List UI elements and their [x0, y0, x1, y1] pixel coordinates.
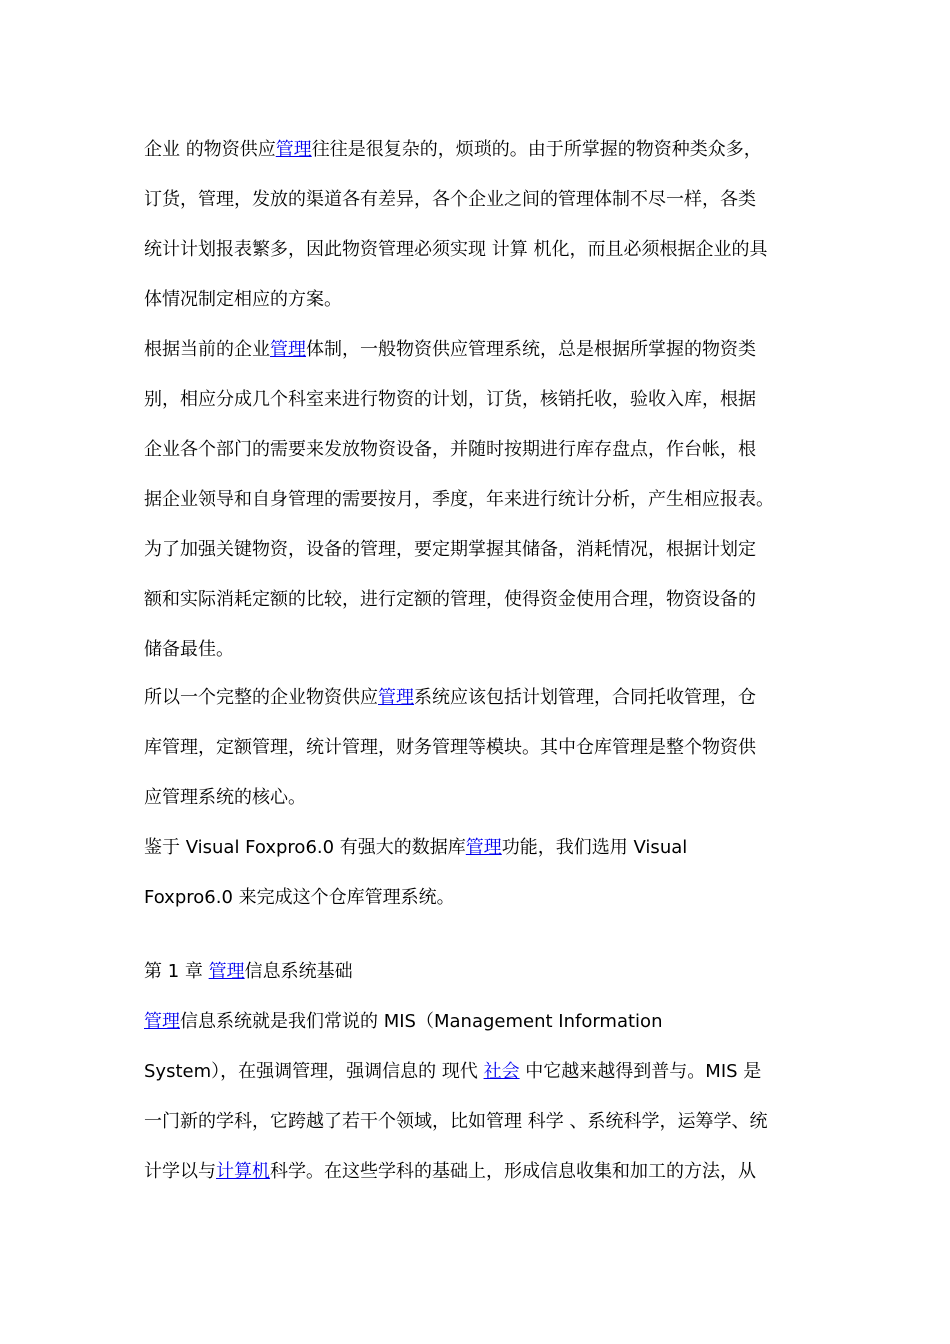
- hyperlink[interactable]: 管理: [378, 687, 414, 708]
- text-run: 信息系统就是我们常说的 MIS（Management Information: [180, 1011, 663, 1032]
- hyperlink[interactable]: 社会: [483, 1061, 520, 1082]
- text-run: 据企业领导和自身管理的需要按月，季度，年来进行统计分析，产生相应报表。: [144, 489, 774, 510]
- text-line: [144, 588, 756, 612]
- text-line: [144, 238, 767, 262]
- text-line: [144, 736, 756, 760]
- text-run: 别，相应分成几个科室来进行物资的计划，订货，核销托收，验收入库，根据: [144, 389, 756, 410]
- text-run: 鉴于 Visual Foxpro6.0 有强大的数据库: [144, 837, 466, 858]
- text-line: [144, 388, 756, 412]
- text-run: 储备最佳。: [144, 639, 234, 660]
- text-run: System），在强调管理，强调信息的 现代: [144, 1061, 484, 1082]
- text-line: [144, 638, 234, 662]
- text-run: 第 1 章: [144, 961, 209, 982]
- text-line: [144, 1060, 761, 1084]
- text-run: 企业 的物资供应: [144, 139, 276, 160]
- text-line: [144, 886, 455, 910]
- text-run: 中它越来越得到普与。MIS 是: [519, 1061, 762, 1082]
- text-run: 一门新的学科，它跨越了若干个领域，比如管理 科学 、系统科学，运筹学、统: [144, 1111, 768, 1132]
- text-run: 体情况制定相应的方案。: [144, 289, 342, 310]
- hyperlink[interactable]: 管理: [144, 1011, 180, 1032]
- text-line: [144, 1110, 767, 1134]
- text-run: 应管理系统的核心。: [144, 787, 306, 808]
- text-line: [144, 438, 756, 462]
- hyperlink[interactable]: 管理: [465, 837, 502, 858]
- text-run: 库管理，定额管理，统计管理，财务管理等模块。其中仓库管理是整个物资供: [144, 737, 756, 758]
- text-run: Foxpro6.0 来完成这个仓库管理系统。: [144, 887, 455, 908]
- hyperlink[interactable]: 管理: [275, 139, 312, 160]
- hyperlink[interactable]: 管理: [270, 339, 306, 360]
- text-run: 统计计划报表繁多，因此物资管理必须实现 计算 机化，而且必须根据企业的具: [144, 239, 768, 260]
- text-run: 订货，管理，发放的渠道各有差异，各个企业之间的管理体制不尽一样，各类: [144, 189, 756, 210]
- text-run: 科学。在这些学科的基础上，形成信息收集和加工的方法，从: [270, 1161, 756, 1182]
- text-run: 额和实际消耗定额的比较，进行定额的管理，使得资金使用合理，物资设备的: [144, 589, 756, 610]
- text-run: 信息系统基础: [244, 961, 353, 982]
- text-run: 为了加强关键物资，设备的管理，要定期掌握其储备，消耗情况，根据计划定: [144, 539, 756, 560]
- text-line: [144, 1160, 756, 1184]
- text-run: 体制，一般物资供应管理系统，总是根据所掌握的物资类: [306, 339, 756, 360]
- text-run: 计学以与: [144, 1161, 216, 1182]
- text-line: [144, 138, 762, 162]
- text-run: 功能，我们选用 Visual: [501, 837, 688, 858]
- text-line: [144, 538, 756, 562]
- text-line: [144, 338, 756, 362]
- text-line: [144, 686, 756, 710]
- hyperlink[interactable]: 计算机: [216, 1161, 270, 1182]
- text-run: 往往是很复杂的，烦琐的。由于所掌握的物资种类众多，: [311, 139, 762, 160]
- text-run: 所以一个完整的企业物资供应: [144, 687, 378, 708]
- text-line: [144, 288, 342, 312]
- text-line: [144, 836, 687, 860]
- text-run: 企业各个部门的需要来发放物资设备，并随时按期进行库存盘点，作台帐，根: [144, 439, 756, 460]
- text-line: [144, 188, 756, 212]
- text-line: [144, 786, 306, 810]
- hyperlink[interactable]: 管理: [208, 961, 245, 982]
- text-line: [144, 1010, 662, 1034]
- text-line: [144, 488, 774, 512]
- text-run: 根据当前的企业: [144, 339, 270, 360]
- text-line: [144, 960, 353, 984]
- text-run: 系统应该包括计划管理，合同托收管理，仓: [414, 687, 756, 708]
